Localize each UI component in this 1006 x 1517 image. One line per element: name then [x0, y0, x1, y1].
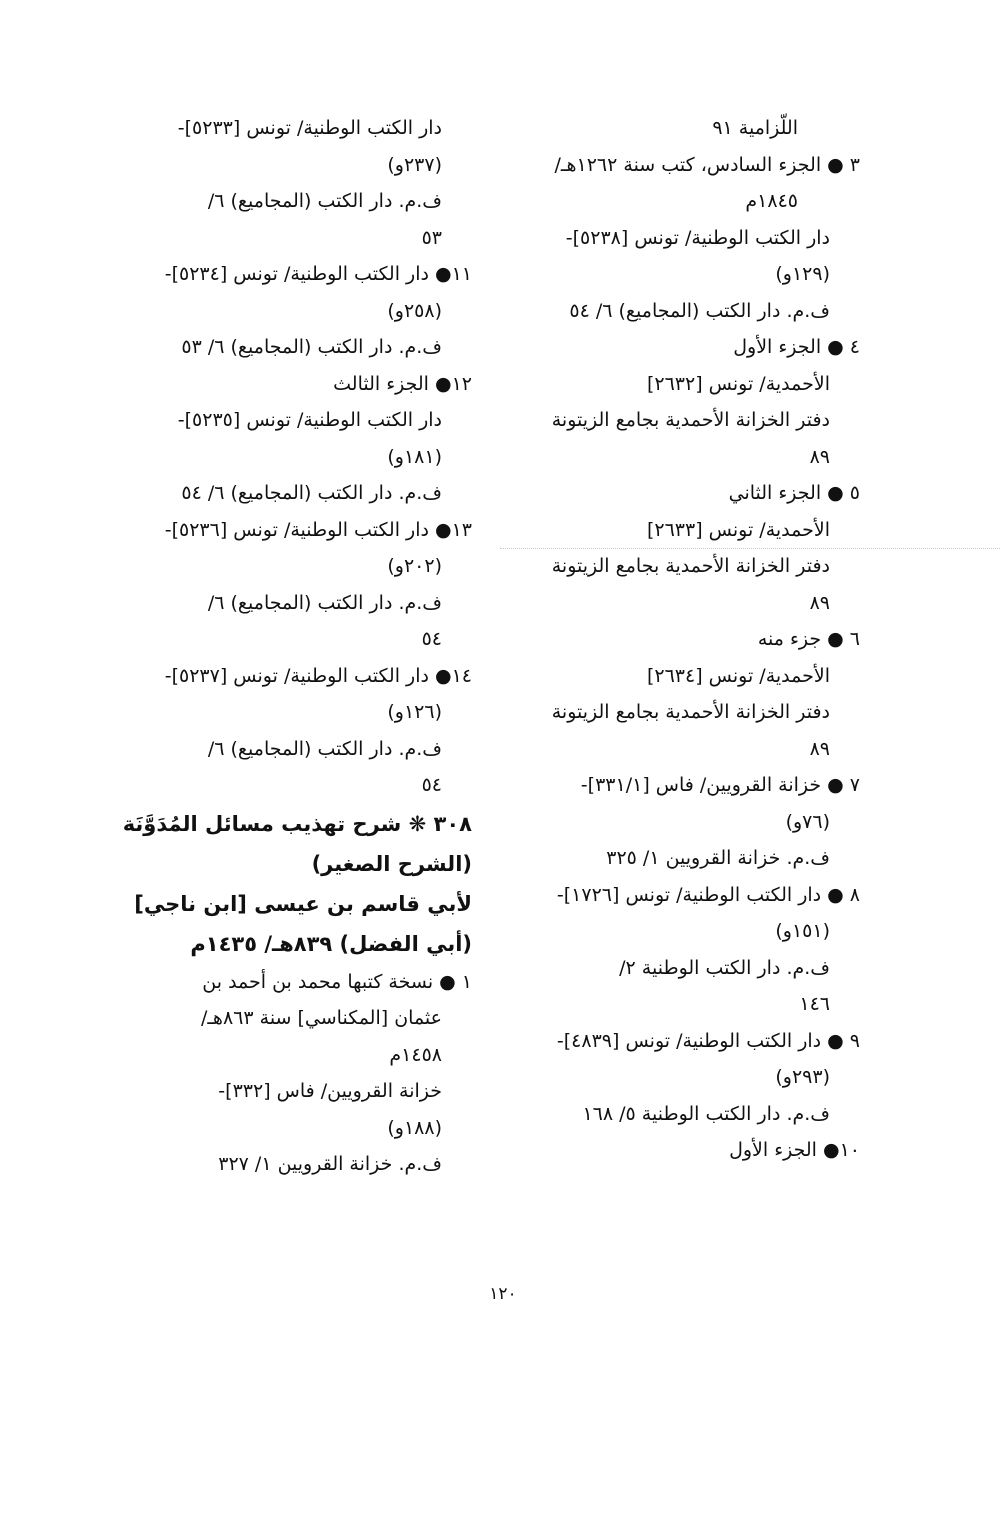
text-line: ف.م. دار الكتب (المجاميع) ٦/ — [207, 737, 442, 760]
left-text-column — [122, 110, 472, 1183]
text-line: ٥٤ — [421, 774, 442, 796]
text-line: ف.م. دار الكتب الوطنية ٢/ — [619, 956, 830, 979]
text-line: ٥٣ — [421, 226, 442, 249]
text-line: ١٤٥٨م — [389, 1043, 442, 1066]
text-line: دار الكتب الوطنية/ تونس [٥٢٣٨]- — [565, 226, 830, 249]
text-line: (٢٠٢و) — [387, 555, 442, 577]
text-line: (١٥١و) — [775, 920, 830, 942]
text-line: عثمان [المكناسي] سنة ٨٦٣هـ/ — [200, 1007, 442, 1029]
right-text-column — [515, 110, 860, 1169]
text-line: ٦ ● جزء منه — [757, 628, 860, 650]
text-line: (١٢٩و) — [775, 263, 830, 285]
text-line: الأحمدية/ تونس [٢٦٣٣] — [646, 518, 830, 541]
text-line: ف.م. دار الكتب (المجاميع) ٦/ — [207, 591, 442, 614]
text-line: ١٣● دار الكتب الوطنية/ تونس [٥٢٣٦]- — [164, 518, 472, 541]
text-line: الأحمدية/ تونس [٢٦٣٢] — [646, 372, 830, 395]
text-line: ف.م. خزانة القرويين ١/ ٣٢٥ — [606, 847, 830, 869]
text-line: ف.م. دار الكتب (المجاميع) ٦/ ٥٣ — [181, 336, 442, 358]
text-line: (٢٩٣و) — [775, 1066, 830, 1088]
page-number: ١٢٠ — [489, 1284, 517, 1304]
text-line: (١٨١و) — [387, 445, 442, 468]
text-line: ١٤● دار الكتب الوطنية/ تونس [٥٢٣٧]- — [164, 664, 472, 687]
text-line: ٨٩ — [809, 445, 830, 468]
text-line: ٩ ● دار الكتب الوطنية/ تونس [٤٨٣٩]- — [556, 1029, 860, 1052]
text-line: دفتر الخزانة الأحمدية بجامع الزيتونة — [551, 409, 830, 431]
text-line: ٣ ● الجزء السادس، كتب سنة ١٢٦٢هـ/ — [554, 153, 860, 176]
text-line: ف.م. دار الكتب (المجاميع) ٦/ ٥٤ — [181, 482, 442, 504]
text-line: ٣٠٨ ❋ شرح تهذيب مسائل المُدَوَّنَة — [122, 811, 472, 836]
text-line: دفتر الخزانة الأحمدية بجامع الزيتونة — [551, 555, 830, 577]
text-line: (٧٦و) — [785, 810, 830, 833]
text-line: اللّزامية ٩١ — [712, 117, 798, 139]
text-line: ٤ ● الجزء الأول — [733, 336, 860, 358]
text-line: ٨٩ — [809, 737, 830, 760]
text-line: ٨٩ — [809, 591, 830, 614]
text-line: ٨ ● دار الكتب الوطنية/ تونس [١٧٢٦]- — [556, 883, 860, 906]
text-line: ف.م. دار الكتب (المجاميع) ٦/ ٥٤ — [569, 299, 830, 322]
text-line: ٥٤ — [421, 628, 442, 650]
text-line: ف.م. دار الكتب (المجاميع) ٦/ — [207, 190, 442, 212]
text-line: خزانة القرويين/ فاس [٣٣٢]- — [218, 1080, 442, 1102]
text-line: ٥ ● الجزء الثاني — [728, 482, 860, 504]
text-line: ف.م. خزانة القرويين ١/ ٣٢٧ — [218, 1153, 442, 1175]
text-line: ١ ● نسخة كتبها محمد بن أحمد بن — [202, 970, 472, 993]
text-line: ١١● دار الكتب الوطنية/ تونس [٥٢٣٤]- — [164, 263, 472, 285]
text-line: (١٨٨و) — [387, 1116, 442, 1139]
text-line: لأبي قاسم بن عيسى [ابن ناجي] — [134, 891, 472, 916]
text-line: الأحمدية/ تونس [٢٦٣٤] — [646, 664, 830, 687]
text-line: (١٢٦و) — [387, 701, 442, 723]
text-line: دفتر الخزانة الأحمدية بجامع الزيتونة — [551, 701, 830, 723]
text-line: دار الكتب الوطنية/ تونس [٥٢٣٣]- — [177, 117, 442, 139]
text-line: (٢٥٨و) — [387, 299, 442, 322]
text-line: ١٠● الجزء الأول — [729, 1139, 860, 1161]
text-line: (أبي الفضل) ٨٣٩هـ/ ١٤٣٥م — [190, 931, 472, 956]
text-line: دار الكتب الوطنية/ تونس [٥٢٣٥]- — [177, 409, 442, 431]
text-line: ١٨٤٥م — [745, 190, 798, 212]
text-line: (٢٣٧و) — [387, 153, 442, 176]
scan-artifact-rule — [500, 548, 1000, 549]
text-line: (الشرح الصغير) — [311, 851, 472, 876]
text-line: ١٤٦ — [799, 993, 830, 1015]
text-line: ١٢● الجزء الثالث — [333, 372, 472, 395]
text-line: ف.م. دار الكتب الوطنية ٥/ ١٦٨ — [582, 1102, 830, 1125]
text-line: ٧ ● خزانة القرويين/ فاس [٣٣١/١]- — [580, 774, 860, 796]
